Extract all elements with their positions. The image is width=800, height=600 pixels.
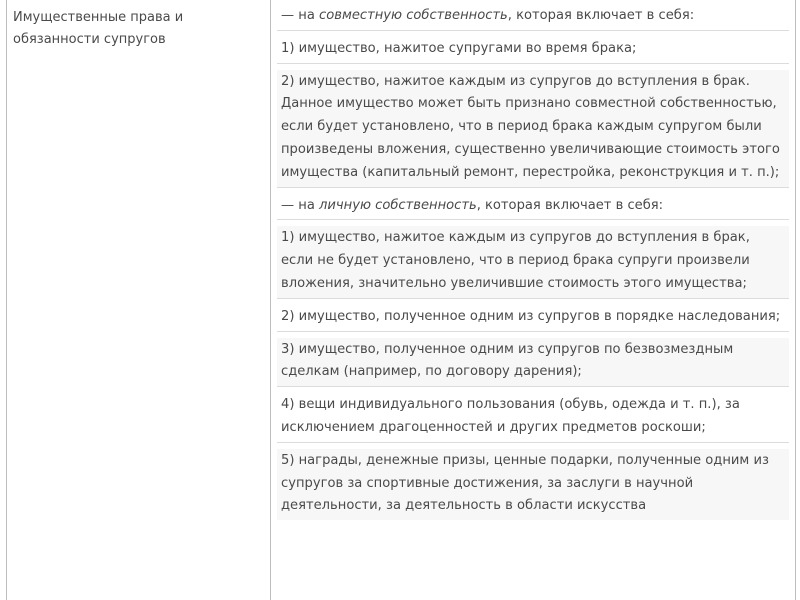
personal-item-4: 4) вещи индивидуального пользования (обувь, одежда и т. п.), за исключением драгоценностей и других предметов роскоши; xyxy=(277,393,789,443)
intro-prefix: — на xyxy=(281,8,320,23)
intro-prefix: — на xyxy=(281,197,320,213)
intro-suffix: , которая включает в себя: xyxy=(507,8,695,23)
intro-suffix: , которая включает в себя: xyxy=(476,197,664,213)
personal-item-3: 3) имущество, полученное одним из супругов по безвозмездным сделкам (например, по договору дарения); xyxy=(277,338,789,388)
personal-item-1: 1) имущество, нажитое каждым из супругов до вступления в брак, если не будет установлено, что в период брака супруги произвели вложения, значительно увеличившие стоимость этого имущества; xyxy=(277,226,789,298)
left-cell xyxy=(7,0,271,600)
joint-item-1: 1) имущество, нажитое супругами во время брака; xyxy=(277,37,789,64)
joint-property-term: совместную собственность xyxy=(319,8,508,23)
personal-property-term: личную собственность xyxy=(319,197,477,213)
property-rights-table xyxy=(6,0,796,600)
left-cell-title: Имущественные права и обязанности супругов xyxy=(13,10,184,47)
joint-item-2: 2) имущество, нажитое каждым из супругов до вступления в брак. Данное имущество может быть признано совместной собственностью, если будет установлено, что в период брака каждым супругом были произведены вложения, существенно увеличивающие стоимость этого имущества (капитальный ремонт, перестройка, реконструкция и т. п.); xyxy=(277,70,789,188)
right-cell xyxy=(271,0,795,600)
personal-item-2: 2) имущество, полученное одним из супругов в порядке наследования; xyxy=(277,305,789,332)
joint-property-intro xyxy=(277,4,789,31)
personal-item-5: 5) награды, денежные призы, ценные подарки, полученные одним из супругов за спортивные достижения, за заслуги в научной деятельности, за деятельность в области искусства xyxy=(277,449,789,520)
personal-property-intro xyxy=(277,194,789,221)
